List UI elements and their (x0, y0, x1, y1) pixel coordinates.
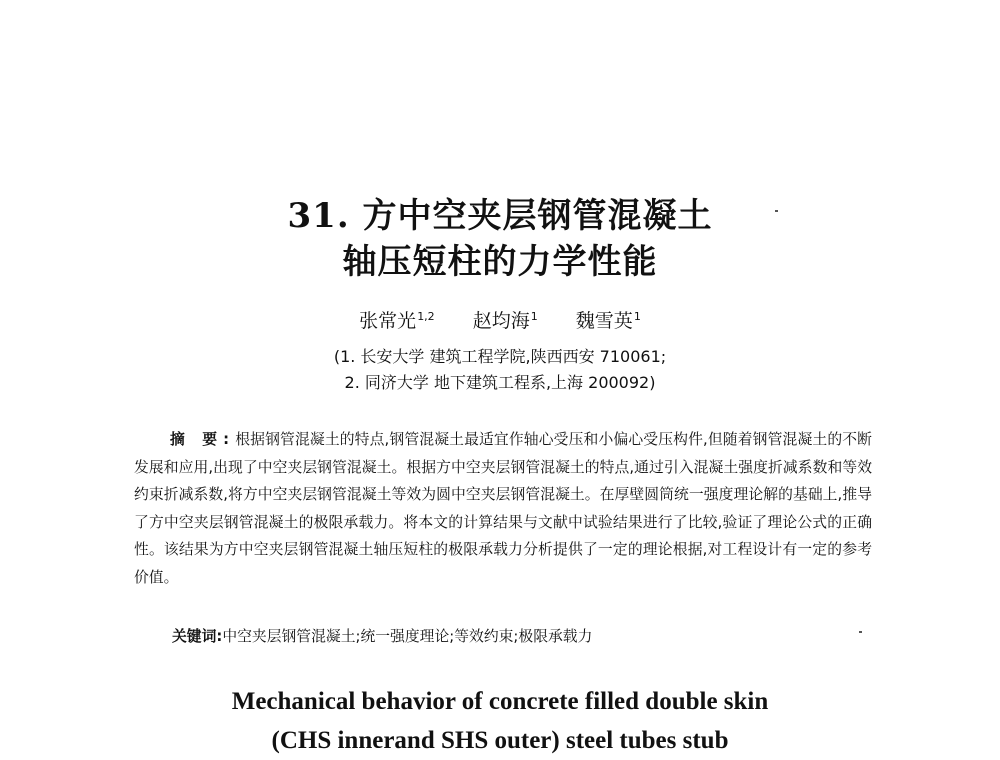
abstract-paragraph (134, 426, 872, 592)
keywords-line (172, 625, 872, 646)
english-title-line-1: Mechanical behavior of concrete filled double skin (231, 688, 769, 715)
author-affiliation-mark: 1 (633, 309, 641, 323)
author-name: 魏雪英 (575, 310, 633, 332)
affiliation-1: (1. 长安大学 建筑工程学院,陕西西安 710061; (333, 347, 667, 366)
author-affiliation-mark: 1,2 (417, 309, 435, 323)
abstract-label: 摘 要: (170, 431, 236, 448)
author-2 (473, 306, 538, 333)
author-name: 赵均海 (472, 310, 530, 332)
english-title-line-2: (CHS innerand SHS outer) steel tubes stub (271, 727, 729, 754)
author-1 (359, 306, 435, 333)
affiliation-2: 2. 同济大学 地下建筑工程系,上海 200092) (344, 373, 656, 392)
chinese-title-line-2: 轴压短柱的力学性能 (342, 242, 658, 282)
scan-speck (775, 210, 778, 212)
keywords-label: 关键词: (172, 628, 223, 645)
author-3 (576, 306, 641, 333)
author-list (0, 306, 1000, 333)
keywords-text: 中空夹层钢管混凝土;统一强度理论;等效约束;极限承载力 (222, 628, 593, 645)
author-name: 张常光 (359, 310, 417, 332)
author-affiliation-mark: 1 (530, 309, 538, 323)
chinese-title-line-1: 31. 方中空夹层钢管混凝土 (287, 196, 713, 236)
scan-speck (859, 631, 862, 633)
abstract-text: 根据钢管混凝土的特点,钢管混凝土最适宜作轴心受压和小偏心受压构件,但随着钢管混凝土的不断发展和应用,出现了中空夹层钢管混凝土。根据方中空夹层钢管混凝土的特点,通过引入混凝土强度折减系数和等效约束折减系数,将方中空夹层钢管混凝土等效为圆中空夹层钢管混凝土。在厚壁圆筒统一强度理论解的基础上,推导了方中空夹层钢管混凝土的极限承载力。将本文的计算结果与文献中试验结果进行了比较,验证了理论公式的正确性。该结果为方中空夹层钢管混凝土轴压短柱的极限承载力分析提供了一定的理论根据,对工程设计有一定的参考价值。 (134, 431, 872, 586)
